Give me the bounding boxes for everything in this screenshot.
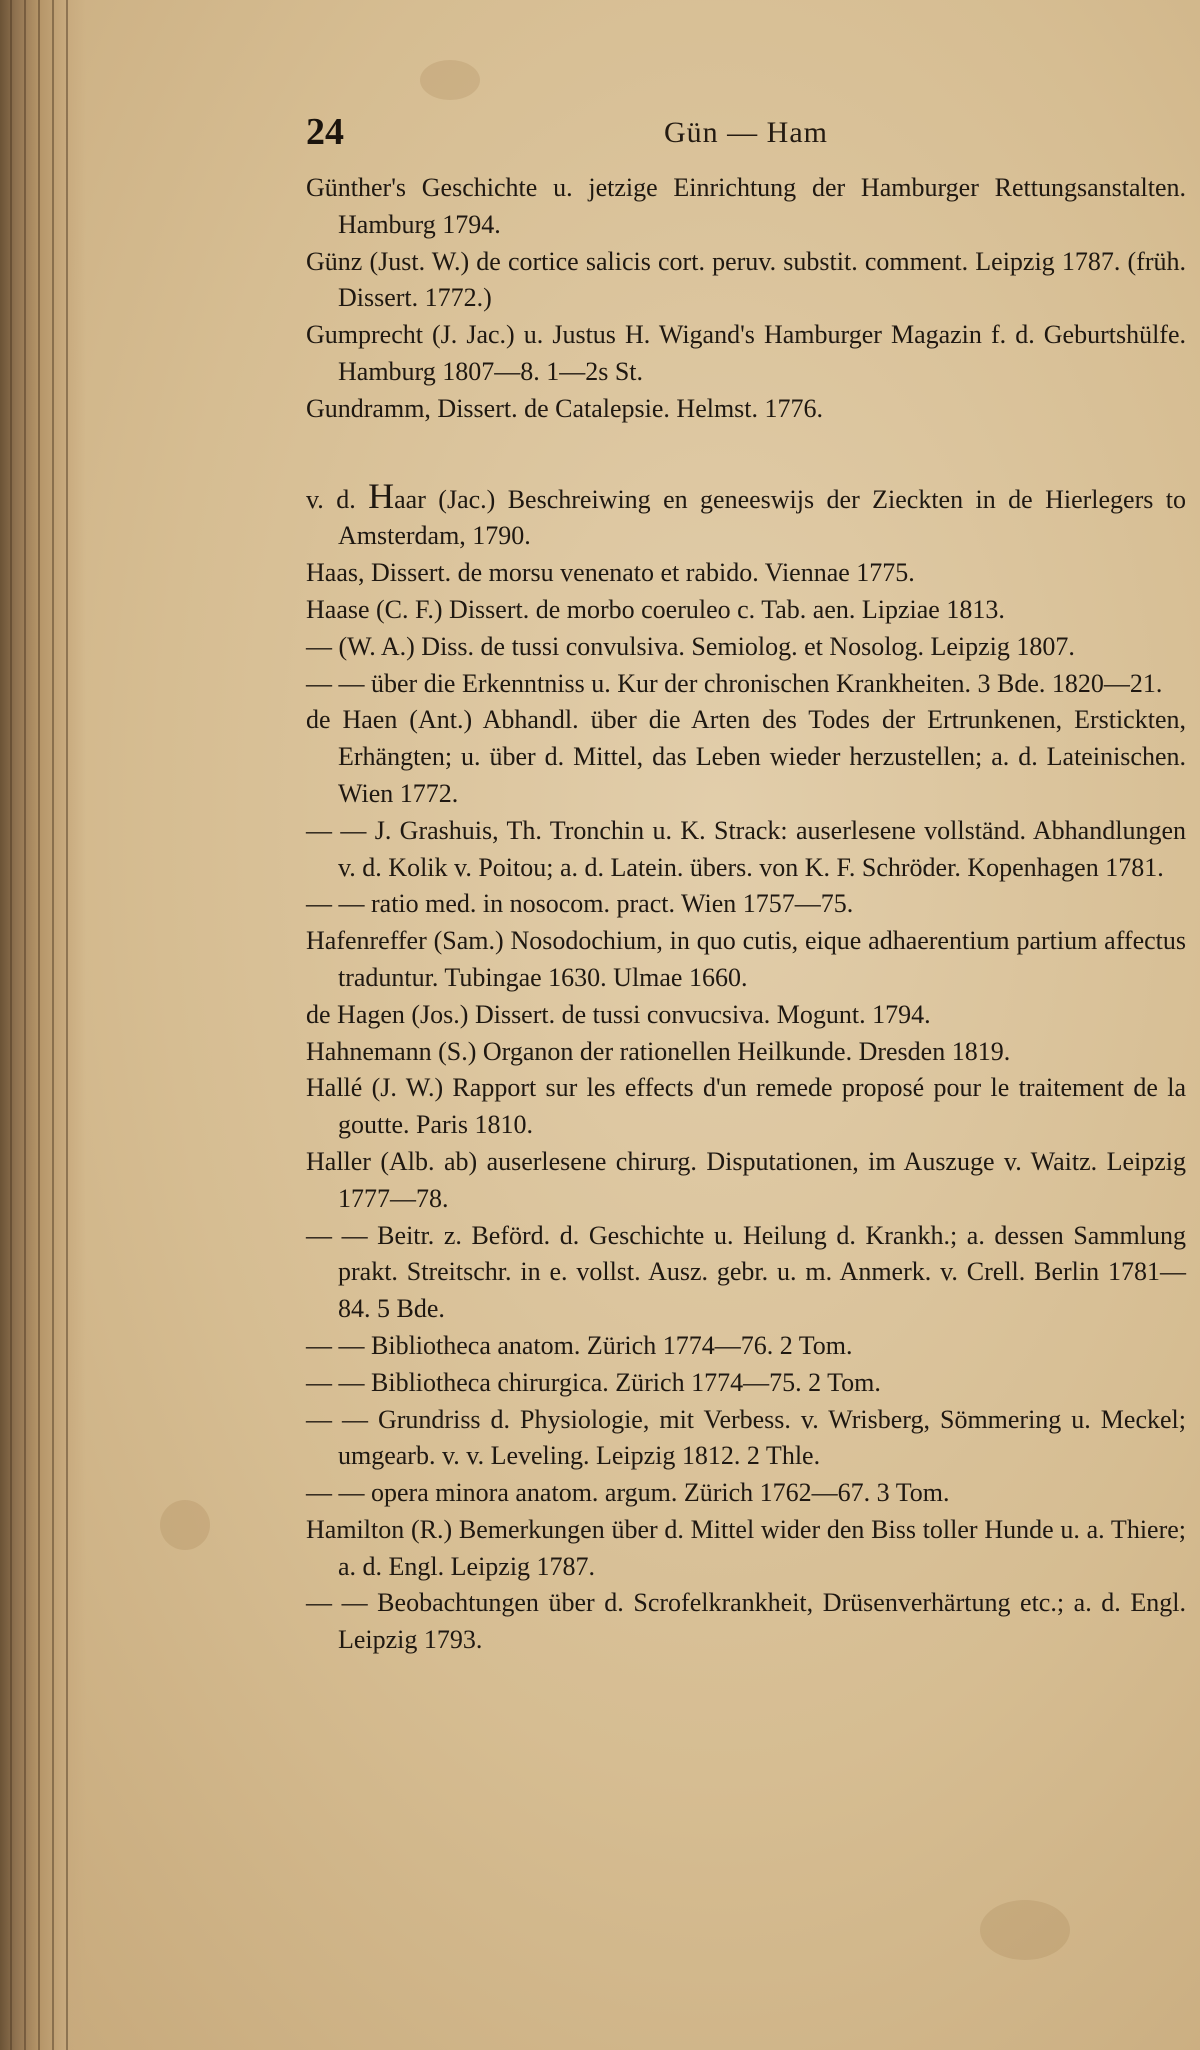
- bibliography-entry: — — J. Grashuis, Th. Tronchin u. K. Strack: auserlesene vollständ. Abhandlungen v. d. Kolik v. Poitou; a. d. Latein. übers. von K. F. Schröder. Kopenhagen 1781.: [306, 815, 1186, 882]
- bibliography-entry: Haller (Alb. ab) auserlesene chirurg. Disputationen, im Auszuge v. Waitz. Leipzig 1777—78.: [306, 1146, 1186, 1213]
- page-number: 24: [306, 111, 344, 153]
- page-stack-edge: [0, 0, 86, 2050]
- bibliography-entry: — — Beitr. z. Beförd. d. Geschichte u. Heilung d. Krankh.; a. dessen Sammlung prakt. Streitschr. in e. vollst. Ausz. gebr. u. m. Anmerk. v. Crell. Berlin 1781—84. 5 Bde.: [306, 1220, 1186, 1324]
- foxing-spot: [420, 60, 480, 100]
- bibliography-entry: — — ratio med. in nosocom. pract. Wien 1757—75.: [306, 889, 854, 919]
- section-initial-letter: H: [368, 475, 395, 516]
- bibliography-entry: Hahnemann (S.) Organon der rationellen Heilkunde. Dresden 1819.: [306, 1036, 1011, 1066]
- section-initial-entry: [306, 475, 1187, 556]
- foxing-spot: [160, 1500, 210, 1550]
- bibliography-entry: Haas, Dissert. de morsu venenato et rabido. Viennae 1775.: [306, 558, 915, 588]
- bibliography-entry: — (W. A.) Diss. de tussi convulsiva. Semiolog. et Nosolog. Leipzig 1807.: [306, 631, 1075, 661]
- bibliography-entry: Gumprecht (J. Jac.) u. Justus H. Wigand's Hamburger Magazin f. d. Geburtshülfe. Hamburg 1807—8. 1—2s St.: [306, 320, 1186, 386]
- bibliography-entry: — — opera minora anatom. argum. Zürich 1762—67. 3 Tom.: [306, 1478, 950, 1508]
- bibliography-entry: de Haen (Ant.) Abhandl. über die Arten des Todes der Ertrunkenen, Erstickten, Erhängten; u. über d. Mittel, das Leben wieder herzustellen; a. d. Lateinischen. Wien 1772.: [306, 705, 1186, 808]
- bibliography-entry: — — Bibliotheca anatom. Zürich 1774—76. 2 Tom.: [306, 1330, 853, 1360]
- section-gap: [306, 428, 1186, 478]
- bibliography-entry: Hamilton (R.) Bemerkungen über d. Mittel wider den Biss toller Hunde u. a. Thiere; a. d. Engl. Leipzig 1787.: [306, 1514, 1186, 1581]
- running-head: Gün — Ham: [664, 116, 828, 149]
- bibliography-entry: — — über die Erkenntniss u. Kur der chronischen Krankheiten. 3 Bde. 1820—21.: [306, 668, 1163, 698]
- foxing-spot: [980, 1900, 1070, 1960]
- entry-text: aar (Jac.) Beschreiwing en geneeswijs der Zieckten in de Hierlegers to Amsterdam, 1790.: [338, 484, 1187, 551]
- bibliography-entry: — — Grundriss d. Physiologie, mit Verbess. v. Wrisberg, Sömmering u. Meckel; umgearb. v. v. Leveling. Leipzig 1812. 2 Thle.: [306, 1404, 1186, 1471]
- bibliography-entry: — — Bibliotheca chirurgica. Zürich 1774—75. 2 Tom.: [306, 1367, 881, 1397]
- page-content: [306, 110, 1186, 1659]
- entry-prefix: v. d.: [306, 484, 369, 514]
- bibliography-entry: de Hagen (Jos.) Dissert. de tussi convucsiva. Mogunt. 1794.: [306, 999, 931, 1029]
- bibliography-entry: Günz (Just. W.) de cortice salicis cort. peruv. substit. comment. Leipzig 1787. (früh. Dissert. 1772.): [306, 246, 1186, 313]
- bibliography-entry: Haase (C. F.) Dissert. de morbo coeruleo c. Tab. aen. Lipziae 1813.: [306, 594, 1005, 624]
- bibliography-entry: Hallé (J. W.) Rapport sur les effects d'un remede proposé pour le traitement de la goutte. Paris 1810.: [306, 1073, 1186, 1140]
- page-header: [306, 110, 1186, 160]
- bibliography-entry: Gundramm, Dissert. de Catalepsie. Helmst. 1776.: [306, 393, 824, 423]
- bibliography-entry: Hafenreffer (Sam.) Nosodochium, in quo cutis, eique adhaerentium partium affectus traduntur. Tubingae 1630. Ulmae 1660.: [306, 926, 1186, 992]
- bibliography-entry: Günther's Geschichte u. jetzige Einrichtung der Hamburger Rettungsanstalten. Hamburg 1794.: [306, 173, 1186, 239]
- bibliography-entry: — — Beobachtungen über d. Scrofelkrankheit, Drüsenverhärtung etc.; a. d. Engl. Leipzig 1793.: [306, 1588, 1186, 1655]
